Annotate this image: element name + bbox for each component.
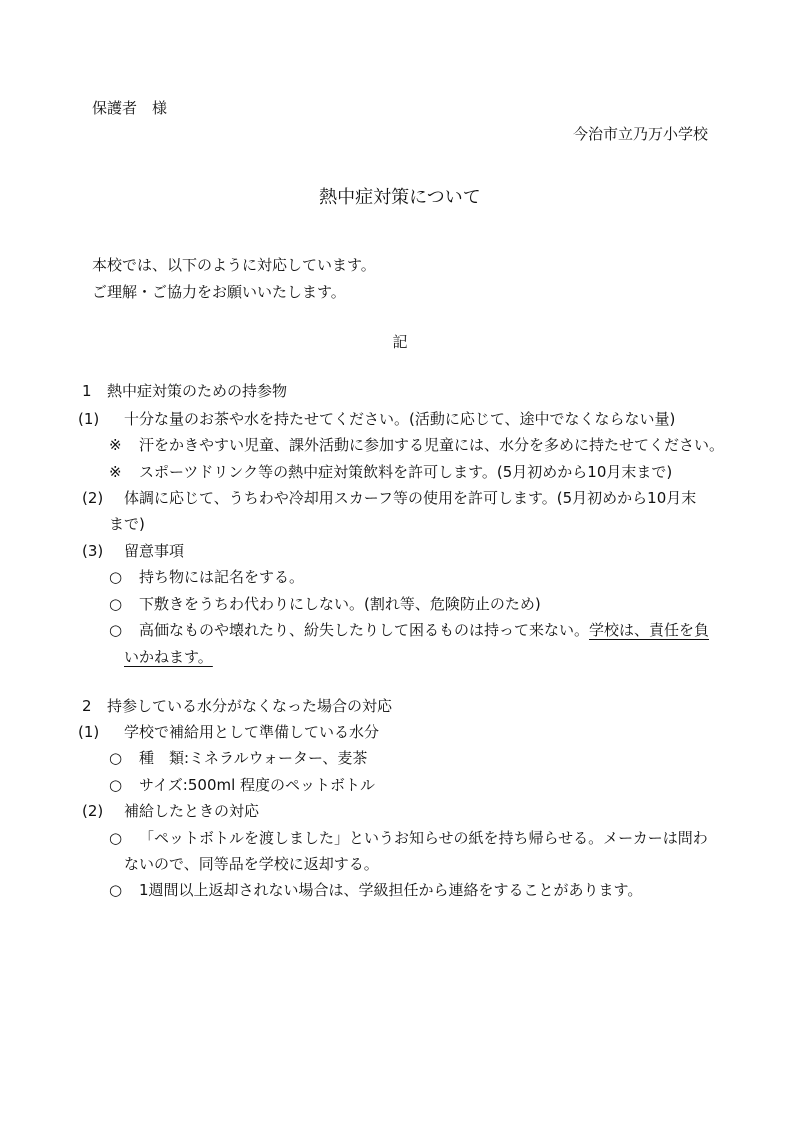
s1-bullet3-cont: いかねます。 [124, 648, 213, 666]
s1-bullet3-text [139, 620, 709, 640]
s1-note1-text: 汗をかきやすい児童、課外活動に参加する児童には、水分を多めに持たせてください。 [139, 436, 725, 454]
sender: 今治市立乃万小学校 [572, 125, 708, 143]
s2-bullet2-text: サイズ:500ml 程度のペットボトル [139, 776, 376, 794]
s1-bullet1-text: 持ち物には記名をする。 [139, 568, 305, 586]
s1-item1-number: (1) [78, 410, 100, 428]
section2-heading: 持参している水分がなくなった場合の対応 [107, 697, 393, 715]
section1-heading: 熱中症対策のための持参物 [107, 382, 288, 400]
s2-bullet1-mark: ○ [109, 749, 123, 767]
s2-bullet2-mark: ○ [109, 776, 123, 794]
s1-bullet3-plain: 高価なものや壊れたり、紛失したりして困るものは持って来ない。 [139, 621, 590, 639]
page-title: 熱中症対策について [319, 187, 481, 208]
s2-bullet4-mark: ○ [109, 881, 123, 899]
s1-note2-mark: ※ [109, 463, 122, 481]
addressee: 保護者 様 [92, 99, 168, 117]
s1-bullet2-mark: ○ [109, 595, 123, 613]
s1-item3-number: (3) [82, 542, 104, 560]
s2-item2-number: (2) [82, 802, 104, 820]
ki-heading: 記 [392, 333, 408, 351]
section2-number: 2 [82, 697, 92, 715]
s1-item1-text: 十分な量のお茶や水を持たせてください。(活動に応じて、途中でなくならない量) [124, 410, 676, 428]
s1-bullet1-mark: ○ [109, 568, 123, 586]
intro-line-1: 本校では、以下のように対応しています。 [92, 256, 376, 274]
s2-item1-number: (1) [78, 723, 100, 741]
s2-bullet3-text: 「ペットボトルを渡しました」というお知らせの紙を持ち帰らせる。メーカーは問わ [139, 829, 708, 847]
s1-item2-cont: まで) [109, 515, 145, 533]
s1-item3-text: 留意事項 [124, 542, 185, 560]
s1-item2-number: (2) [82, 489, 104, 507]
s2-bullet4-text: 1週間以上返却されない場合は、学級担任から連絡をすることがあります。 [139, 881, 643, 899]
s2-bullet3-cont: ないので、同等品を学校に返却する。 [124, 855, 379, 873]
s1-bullet3-mark: ○ [109, 621, 123, 639]
s2-item1-text: 学校で補給用として準備している水分 [124, 723, 380, 741]
intro-line-2: ご理解・ご協力をお願いいたします。 [92, 283, 346, 301]
s1-bullet2-text: 下敷きをうちわ代わりにしない。(割れ等、危険防止のため) [139, 595, 541, 613]
s1-bullet3-underlined: 学校は、責任を負 [589, 621, 710, 639]
s2-bullet3-mark: ○ [109, 829, 123, 847]
s2-item2-text: 補給したときの対応 [124, 802, 260, 820]
s1-note1-mark: ※ [109, 436, 122, 454]
section1-number: 1 [82, 382, 92, 400]
s1-note2-text: スポーツドリンク等の熱中症対策飲料を許可します。(5月初めから10月末まで) [139, 463, 673, 481]
s1-item2-text: 体調に応じて、うちわや冷却用スカーフ等の使用を許可します。(5月初めから10月末 [124, 489, 697, 507]
s2-bullet1-text: 種 類:ミネラルウォーター、麦茶 [139, 749, 368, 767]
